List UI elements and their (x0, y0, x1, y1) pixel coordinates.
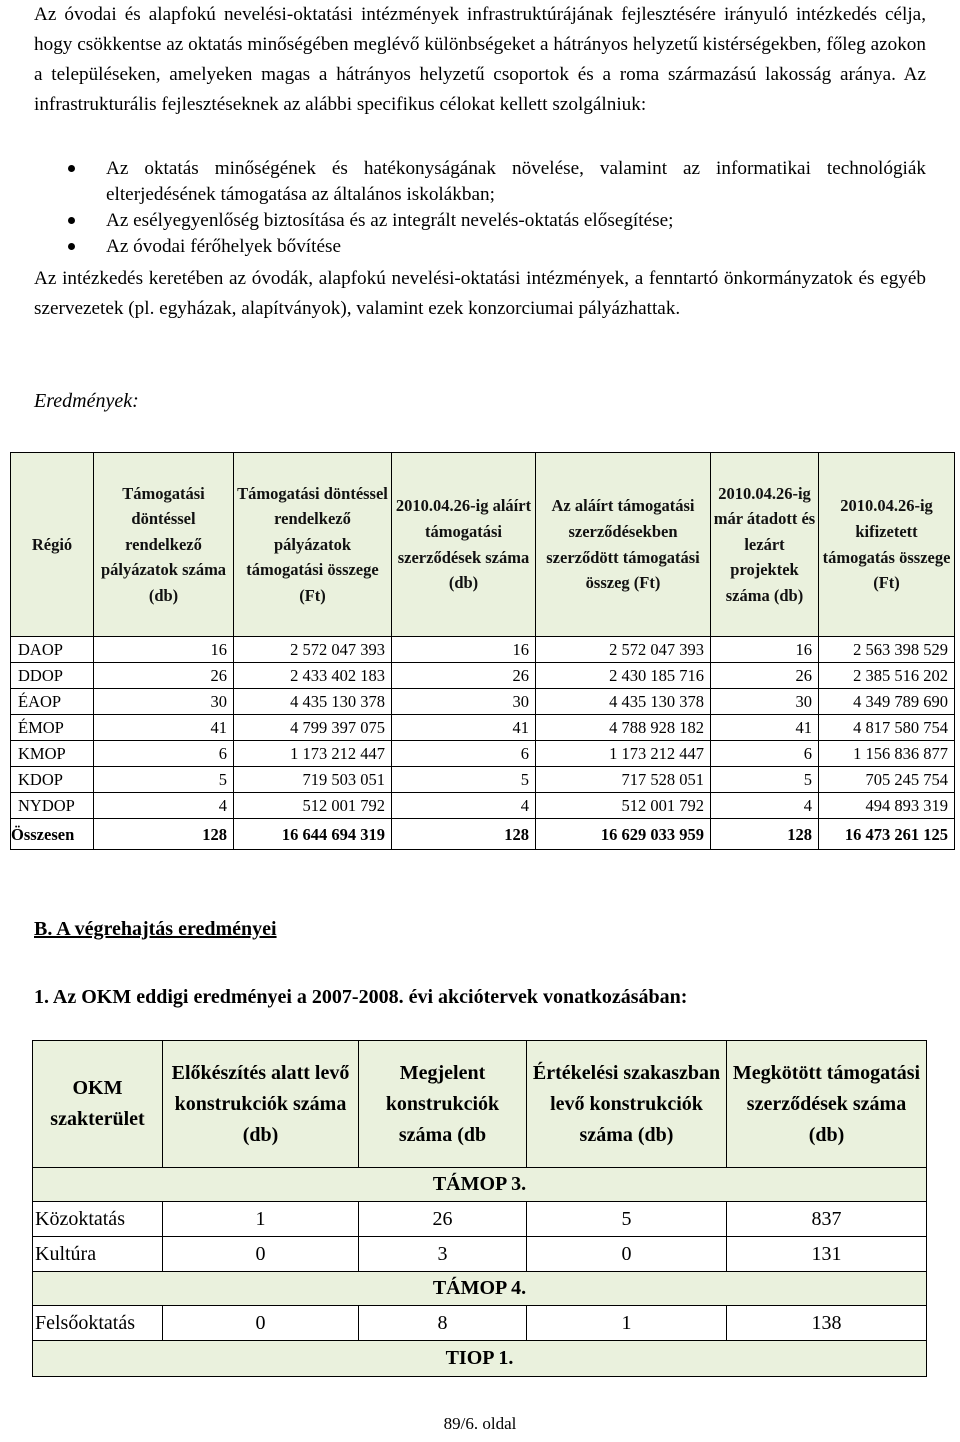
table-cell: Közoktatás (33, 1202, 163, 1237)
table-cell: 2 385 516 202 (819, 663, 955, 689)
table-cell: 1 156 836 877 (819, 741, 955, 767)
table-cell: 4 788 928 182 (536, 715, 711, 741)
table-cell: ÉAOP (11, 689, 94, 715)
column-header: Régió (11, 453, 94, 637)
table-cell: Összesen (11, 819, 94, 850)
bullet-icon (68, 243, 75, 250)
table-cell: 128 (392, 819, 536, 850)
table-cell: 26 (94, 663, 234, 689)
table-header-row (11, 453, 955, 637)
table-cell: 1 173 212 447 (234, 741, 392, 767)
table-cell: 26 (392, 663, 536, 689)
table-header-row (33, 1041, 927, 1168)
table-cell: 41 (392, 715, 536, 741)
table-cell: 26 (359, 1202, 527, 1237)
table-cell: 705 245 754 (819, 767, 955, 793)
table-cell: 4 435 130 378 (536, 689, 711, 715)
column-header: 2010.04.26-ig aláírt támogatási szerződések száma (db) (392, 453, 536, 637)
objectives-list (34, 156, 926, 260)
table-cell: 30 (94, 689, 234, 715)
table-cell: 8 (359, 1306, 527, 1341)
section-heading-b: B. A végrehajtás eredményei (34, 918, 277, 940)
table-cell: 1 (163, 1202, 359, 1237)
table-cell: 131 (727, 1237, 927, 1272)
table-row (33, 1306, 927, 1341)
group-label: TÁMOP 4. (33, 1272, 927, 1306)
table-cell: 6 (392, 741, 536, 767)
table-cell: 128 (711, 819, 819, 850)
section-heading-1: 1. Az OKM eddigi eredményei a 2007-2008. évi akciótervek vonatkozásában: (34, 986, 688, 1008)
table-cell: 5 (711, 767, 819, 793)
table-cell: 512 001 792 (234, 793, 392, 819)
table-cell: 16 (711, 637, 819, 663)
table-cell: 30 (392, 689, 536, 715)
table-cell: 494 893 319 (819, 793, 955, 819)
table-cell: 512 001 792 (536, 793, 711, 819)
table-cell: DDOP (11, 663, 94, 689)
table-row (11, 793, 955, 819)
table-cell: Felsőoktatás (33, 1306, 163, 1341)
table-cell: 2 430 185 716 (536, 663, 711, 689)
column-header: Támogatási döntéssel rendelkező pályázatok támogatási összege (Ft) (234, 453, 392, 637)
table-cell: 1 (527, 1306, 727, 1341)
bullet-icon (68, 217, 75, 224)
group-row (33, 1272, 927, 1306)
bullet-icon (68, 165, 75, 172)
group-label: TIOP 1. (33, 1341, 927, 1377)
column-header: 2010.04.26-ig már átadott és lezárt projektek száma (db) (711, 453, 819, 637)
table-cell: 6 (711, 741, 819, 767)
table-row (11, 741, 955, 767)
column-header: Megjelent konstrukciók száma (db (359, 1041, 527, 1168)
table-cell: 719 503 051 (234, 767, 392, 793)
eligibility-paragraph: Az intézkedés keretében az óvodák, alapfokú nevelési-oktatási intézmények, a fenntartó önkormányzatok és egyéb szervezetek (pl. egyházak, alapítványok), valamint ezek konzorciumai pályázhattak. (34, 268, 926, 319)
table-cell: Kultúra (33, 1237, 163, 1272)
table-cell: 2 433 402 183 (234, 663, 392, 689)
table-cell: 0 (163, 1306, 359, 1341)
column-header: Értékelési szakaszban levő konstrukciók száma (db) (527, 1041, 727, 1168)
list-item: Az esélyegyenlőség biztosítása és az integrált nevelés-oktatás elősegítése; (34, 208, 926, 234)
table-row (33, 1202, 927, 1237)
intro-paragraph: Az óvodai és alapfokú nevelési-oktatási intézmények infrastruktúrájának fejlesztésére irányuló intézkedés célja, hogy csökkentse az oktatás minőségében meglévő különbségeket a hátrányos helyzetű kistérségekben, főleg azokon a településeken, amelyeken magas a hátrányos helyzetű csoportok és a roma származású lakosság aránya. Az infrastrukturális fejlesztéseknek az alábbi specifikus célokat kellett szolgálniuk: (34, 4, 926, 115)
column-header: Támogatási döntéssel rendelkező pályázatok száma (db) (94, 453, 234, 637)
table-cell: 128 (94, 819, 234, 850)
table-cell: 30 (711, 689, 819, 715)
table-cell: 1 173 212 447 (536, 741, 711, 767)
table-cell: 837 (727, 1202, 927, 1237)
table-cell: 16 473 261 125 (819, 819, 955, 850)
column-header: 2010.04.26-ig kifizetett támogatás összege (Ft) (819, 453, 955, 637)
table-cell: 4 (711, 793, 819, 819)
column-header: Megkötött támogatási szerződések száma (db) (727, 1041, 927, 1168)
table-cell: 4 799 397 075 (234, 715, 392, 741)
table-cell: 5 (527, 1202, 727, 1237)
group-row (33, 1168, 927, 1202)
table-total-row (11, 819, 955, 850)
okm-results-table (32, 1040, 927, 1377)
table-cell: 16 629 033 959 (536, 819, 711, 850)
table-cell: 4 (392, 793, 536, 819)
table-row (11, 715, 955, 741)
table-cell: NYDOP (11, 793, 94, 819)
table-cell: 138 (727, 1306, 927, 1341)
column-header: Az aláírt támogatási szerződésekben szerződött támogatási összeg (Ft) (536, 453, 711, 637)
list-item: Az oktatás minőségének és hatékonyságának növelése, valamint az informatikai technológiák elterjedésének támogatása az általános iskolákban; (34, 156, 926, 208)
table-cell: 4 349 789 690 (819, 689, 955, 715)
table-cell: KDOP (11, 767, 94, 793)
table-cell: 5 (392, 767, 536, 793)
table-cell: DAOP (11, 637, 94, 663)
table-cell: ÉMOP (11, 715, 94, 741)
group-label: TÁMOP 3. (33, 1168, 927, 1202)
table-cell: 717 528 051 (536, 767, 711, 793)
table-cell: 2 572 047 393 (234, 637, 392, 663)
page-number: 89/6. oldal (443, 1414, 517, 1433)
table-cell: 41 (711, 715, 819, 741)
results-table (10, 452, 955, 850)
list-item: Az óvodai férőhelyek bővítése (34, 234, 926, 260)
table-cell: 26 (711, 663, 819, 689)
table-row (11, 637, 955, 663)
table-cell: 4 435 130 378 (234, 689, 392, 715)
table-cell: 16 644 694 319 (234, 819, 392, 850)
table-cell: 4 817 580 754 (819, 715, 955, 741)
column-header: OKM szakterület (33, 1041, 163, 1168)
table-cell: 41 (94, 715, 234, 741)
table-cell: 2 572 047 393 (536, 637, 711, 663)
table-cell: 4 (94, 793, 234, 819)
table-row (11, 767, 955, 793)
table-cell: 0 (527, 1237, 727, 1272)
table-cell: 3 (359, 1237, 527, 1272)
table-cell: 16 (94, 637, 234, 663)
table-row (11, 663, 955, 689)
table-row (11, 689, 955, 715)
table-cell: 16 (392, 637, 536, 663)
table-cell: KMOP (11, 741, 94, 767)
table-cell: 2 563 398 529 (819, 637, 955, 663)
results-label: Eredmények: (34, 390, 139, 412)
group-row (33, 1341, 927, 1377)
table-cell: 5 (94, 767, 234, 793)
table-row (33, 1237, 927, 1272)
column-header: Előkészítés alatt levő konstrukciók száma (db) (163, 1041, 359, 1168)
table-cell: 6 (94, 741, 234, 767)
table-cell: 0 (163, 1237, 359, 1272)
